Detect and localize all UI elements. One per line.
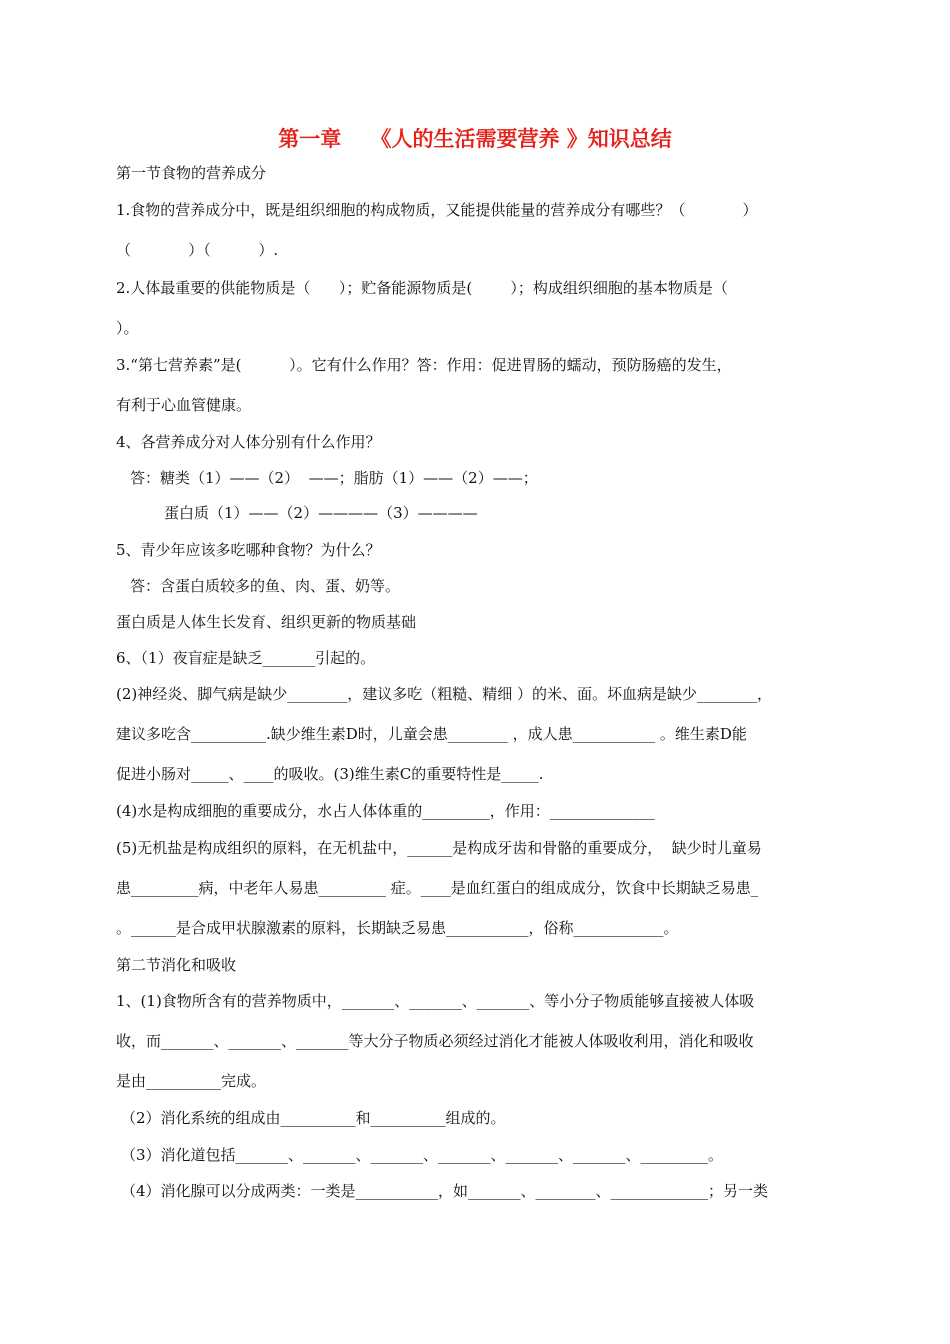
text-line: 答：糖类（1）——（2） ——；脂肪（1）——（2）——；	[130, 469, 538, 487]
text-line: 收，而_______、_______、_______等大分子物质必须经过消化才能被人体吸收利用，消化和吸收	[116, 1032, 754, 1050]
text-line: （2）消化系统的组成由__________和__________组成的。	[121, 1109, 506, 1127]
text-line: 答：含蛋白质较多的鱼、肉、蛋、奶等。	[130, 577, 401, 595]
text-line: (5)无机盐是构成组织的原料，在无机盐中，______是构成牙齿和骨骼的重要成分， 缺少时儿童易	[116, 839, 762, 857]
text-line: 第二节消化和吸收	[116, 956, 237, 974]
text-line: 蛋白质（1）——（2）————（3）————	[164, 504, 478, 522]
text-line: 促进小肠对_____、____的吸收。(3)维生素C的重要特性是_____.	[116, 765, 544, 783]
text-line: （3）消化道包括_______、_______、_______、_______、_______、_______、_________。	[121, 1146, 724, 1164]
text-line: 建议多吃含__________.缺少维生素D时，儿童会患________ ，成人患___________ 。维生素D能	[116, 725, 747, 743]
text-line: 。______是合成甲状腺激素的原料，长期缺乏易患___________，俗称____________。	[116, 919, 679, 937]
text-line: 4、各营养成分对人体分别有什么作用？	[116, 433, 381, 451]
text-line: (2)神经炎、脚气病是缺少________，建议多吃（粗糙、精细 ）的米、面。坏血病是缺少________，	[116, 685, 773, 703]
text-line: 3.“第七营养素”是( ）。它有什么作用？答：作用：促进胃肠的蠕动，预防肠癌的发生，	[116, 356, 732, 374]
text-line: 1.食物的营养成分中，既是组织细胞的构成物质，又能提供能量的营养成分有哪些？（ ）	[116, 201, 758, 219]
text-line: 2.人体最重要的供能物质是（ ）；贮备能源物质是( ）；构成组织细胞的基本物质是（	[116, 279, 728, 297]
text-line: 第一节食物的营养成分	[116, 164, 267, 182]
text-line: ）。	[116, 319, 139, 337]
text-line: （ ）（ ）.	[116, 241, 279, 259]
text-line: (4)水是构成细胞的重要成分，水占人体体重的_________，作用：______________	[116, 802, 655, 820]
text-line: 蛋白质是人体生长发育、组织更新的物质基础	[116, 613, 417, 631]
text-line: 患_________病，中老年人易患_________ 症。____是血红蛋白的组成成分，饮食中长期缺乏易患_	[116, 879, 759, 897]
text-line: （4）消化腺可以分成两类：一类是___________，如_______、________、_____________；另一类	[121, 1182, 769, 1200]
page-title: 第一章 《人的生活需要营养 》知识总结	[278, 127, 672, 151]
text-line: 是由__________完成。	[116, 1072, 267, 1090]
text-line: 6、（1）夜盲症是缺乏_______引起的。	[116, 649, 376, 667]
text-line: 5、青少年应该多吃哪种食物？为什么？	[116, 541, 381, 559]
text-line: 1、(1)食物所含有的营养物质中，_______、_______、_______、等小分子物质能够直接被人体吸	[116, 992, 755, 1010]
text-line: 有利于心血管健康。	[116, 396, 252, 414]
